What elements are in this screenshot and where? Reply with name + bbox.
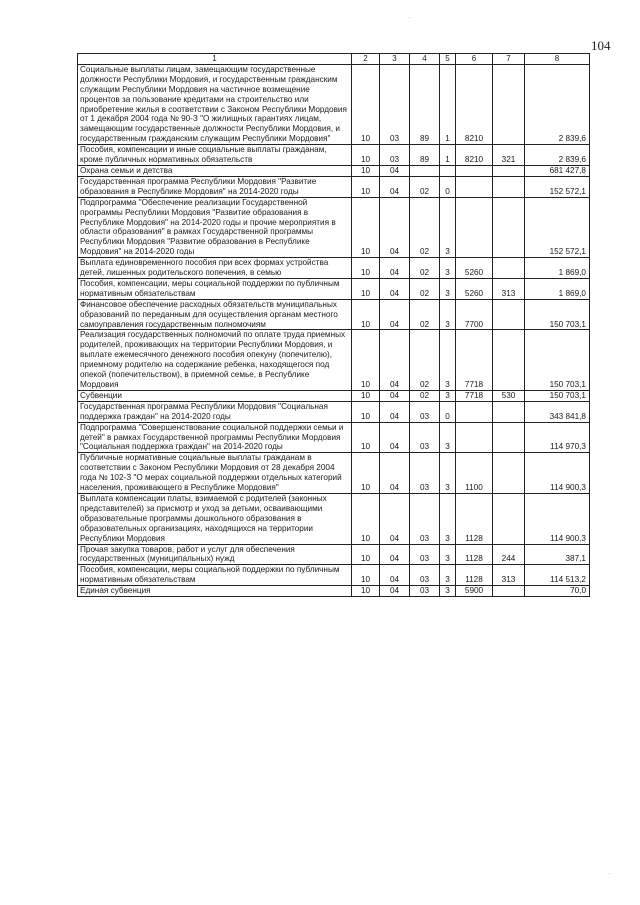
amount-cell: 114 970,3: [525, 422, 590, 453]
column-header: 1: [78, 54, 352, 65]
subsection-code: 03: [380, 145, 410, 166]
section-code: 10: [352, 493, 380, 544]
row-description: Пособия, компенсации, меры социальной поддержки по публичным нормативным обязательствам: [78, 565, 352, 586]
subsection-code: 04: [380, 197, 410, 257]
amount-cell: 70,0: [525, 586, 590, 597]
row-description: Реализация государственных полномочий по оплате труда приемных родителей, проживающих на территории Республики Мордовия, и выплате ежемесячного денежного пособия опекуну (попечителю), приемному родителю на содержание ребенка, находящегося под опекой (попечительством), в приемной семье, в Республике Мордовия: [78, 330, 352, 390]
program-code: 02: [410, 330, 440, 390]
column-header: 4: [410, 54, 440, 65]
section-code: 10: [352, 390, 380, 401]
expense-type-code: 321: [493, 145, 525, 166]
amount-cell: 343 841,8: [525, 401, 590, 422]
amount-cell: 681 427,8: [525, 165, 590, 176]
expense-type-code: [493, 493, 525, 544]
table-header-row: [78, 54, 590, 65]
item-code: 7700: [456, 299, 493, 330]
program-code: 89: [410, 145, 440, 166]
subprogram-code: [440, 165, 456, 176]
expense-type-code: [493, 299, 525, 330]
subprogram-code: 3: [440, 422, 456, 453]
subsection-code: 04: [380, 453, 410, 494]
column-header: 2: [352, 54, 380, 65]
subprogram-code: 1: [440, 64, 456, 144]
expense-type-code: 313: [493, 565, 525, 586]
section-code: 10: [352, 278, 380, 299]
subprogram-code: 1: [440, 145, 456, 166]
section-code: 10: [352, 422, 380, 453]
subsection-code: 04: [380, 565, 410, 586]
subprogram-code: 0: [440, 401, 456, 422]
program-code: 03: [410, 544, 440, 565]
program-code: 02: [410, 390, 440, 401]
subsection-code: 04: [380, 493, 410, 544]
item-code: 8210: [456, 145, 493, 166]
column-header: 6: [456, 54, 493, 65]
budget-table: [77, 53, 590, 597]
table-row: [78, 278, 590, 299]
subprogram-code: 3: [440, 493, 456, 544]
expense-type-code: [493, 197, 525, 257]
table-row: [78, 401, 590, 422]
table-row: [78, 453, 590, 494]
amount-cell: 114 900,3: [525, 453, 590, 494]
table-row: [78, 390, 590, 401]
program-code: 02: [410, 299, 440, 330]
table-row: [78, 299, 590, 330]
subprogram-code: 0: [440, 176, 456, 197]
expense-type-code: [493, 64, 525, 144]
subsection-code: 04: [380, 165, 410, 176]
expense-type-code: [493, 330, 525, 390]
program-code: 03: [410, 453, 440, 494]
subsection-code: 04: [380, 586, 410, 597]
row-description: Пособия, компенсации и иные социальные выплаты гражданам, кроме публичных нормативных обязательств: [78, 145, 352, 166]
subprogram-code: 3: [440, 390, 456, 401]
row-description: Пособия, компенсации, меры социальной поддержки по публичным нормативным обязательствам: [78, 278, 352, 299]
subprogram-code: 3: [440, 330, 456, 390]
amount-cell: 152 572,1: [525, 197, 590, 257]
section-code: 10: [352, 197, 380, 257]
row-description: Подпрограмма "Обеспечение реализации Государственной программы Республики Мордовия "Развитие образования в Республике Мордовия" на 2014-2020 годы и прочие мероприятия в области образования" в рамках Государственной программы Республики Мордовия "Развитие образования в Республике Мордовия" на 2014-2020 годы: [78, 197, 352, 257]
section-code: 10: [352, 544, 380, 565]
item-code: [456, 401, 493, 422]
table-row: [78, 258, 590, 279]
column-header: 7: [493, 54, 525, 65]
table-row: [78, 197, 590, 257]
section-code: 10: [352, 64, 380, 144]
expense-type-code: [493, 258, 525, 279]
section-code: 10: [352, 145, 380, 166]
item-code: 1100: [456, 453, 493, 494]
item-code: 7718: [456, 390, 493, 401]
expense-type-code: [493, 401, 525, 422]
table-row: [78, 145, 590, 166]
table-row: [78, 165, 590, 176]
section-code: 10: [352, 453, 380, 494]
column-header: 5: [440, 54, 456, 65]
section-code: 10: [352, 565, 380, 586]
row-description: Выплата компенсации платы, взимаемой с родителей (законных представителей) за присмотр и уход за детьми, осваивающими образовательные программы дошкольного образования в образовательных организациях, находящихся на территории Республики Мордовия: [78, 493, 352, 544]
amount-cell: 1 869,0: [525, 258, 590, 279]
row-description: Охрана семьи и детства: [78, 165, 352, 176]
subsection-code: 04: [380, 422, 410, 453]
item-code: 1128: [456, 565, 493, 586]
row-description: Публичные нормативные социальные выплаты гражданам в соответствии с Законом Республики Мордовия от 28 декабря 2004 года № 102-З "О мерах социальной поддержки отдельных категорий населения, проживающего в Республике Мордовия": [78, 453, 352, 494]
amount-cell: 2 839,6: [525, 64, 590, 144]
subprogram-code: 3: [440, 544, 456, 565]
subprogram-code: 3: [440, 453, 456, 494]
subsection-code: 04: [380, 330, 410, 390]
subsection-code: 04: [380, 544, 410, 565]
program-code: 03: [410, 493, 440, 544]
amount-cell: 2 839,6: [525, 145, 590, 166]
table-row: [78, 544, 590, 565]
expense-type-code: 530: [493, 390, 525, 401]
subsection-code: 04: [380, 401, 410, 422]
item-code: 8210: [456, 64, 493, 144]
subprogram-code: 3: [440, 586, 456, 597]
amount-cell: 114 900,3: [525, 493, 590, 544]
amount-cell: 152 572,1: [525, 176, 590, 197]
item-code: 5260: [456, 258, 493, 279]
item-code: [456, 197, 493, 257]
table-row: [78, 330, 590, 390]
table-row: [78, 176, 590, 197]
row-description: Единая субвенция: [78, 586, 352, 597]
row-description: Государственная программа Республики Мордовия "Развитие образования в Республике Мордовия" на 2014-2020 годы: [78, 176, 352, 197]
program-code: 02: [410, 176, 440, 197]
subprogram-code: 3: [440, 565, 456, 586]
item-code: 7718: [456, 330, 493, 390]
item-code: [456, 422, 493, 453]
section-code: 10: [352, 401, 380, 422]
table-row: [78, 422, 590, 453]
row-description: Государственная программа Республики Мордовия "Социальная поддержка граждан" на 2014-2020 годы: [78, 401, 352, 422]
expense-type-code: [493, 176, 525, 197]
subprogram-code: 3: [440, 258, 456, 279]
item-code: 5900: [456, 586, 493, 597]
row-description: Субвенции: [78, 390, 352, 401]
scan-speck: ·: [408, 12, 411, 22]
column-header: 3: [380, 54, 410, 65]
subprogram-code: 3: [440, 299, 456, 330]
scan-speck: ·: [608, 868, 611, 878]
program-code: 02: [410, 197, 440, 257]
table-row: [78, 565, 590, 586]
expense-type-code: [493, 165, 525, 176]
amount-cell: 150 703,1: [525, 299, 590, 330]
section-code: 10: [352, 258, 380, 279]
expense-type-code: [493, 586, 525, 597]
expense-type-code: 313: [493, 278, 525, 299]
subprogram-code: 3: [440, 197, 456, 257]
item-code: [456, 176, 493, 197]
program-code: 03: [410, 565, 440, 586]
subsection-code: 04: [380, 176, 410, 197]
row-description: Финансовое обеспечение расходных обязательств муниципальных образований по переданным для осуществления органам местного самоуправления государственным полномочиям: [78, 299, 352, 330]
section-code: 10: [352, 330, 380, 390]
table-row: [78, 586, 590, 597]
item-code: 1128: [456, 544, 493, 565]
row-description: Выплата единовременного пособия при всех формах устройства детей, лишенных родительского попечения, в семью: [78, 258, 352, 279]
subsection-code: 04: [380, 278, 410, 299]
table-row: [78, 493, 590, 544]
subsection-code: 04: [380, 258, 410, 279]
amount-cell: 150 703,1: [525, 330, 590, 390]
expense-type-code: 244: [493, 544, 525, 565]
subsection-code: 04: [380, 299, 410, 330]
subprogram-code: 3: [440, 278, 456, 299]
row-description: Социальные выплаты лицам, замещающим государственные должности Республики Мордовия, и государственным гражданским служащим Республики Мордовия на частичное возмещение процентов за пользование кредитами на строительство или приобретение жилья в соответствии с Законом Республики Мордовия от 1 декабря 2004 года № 90-З "О жилищных гарантиях лицам, замещающим государственные должности Республики Мордовия, и государственным гражданским служащим Республики Мордовия": [78, 64, 352, 144]
row-description: Подпрограмма "Совершенствование социальной поддержки семьи и детей" в рамках Государственной программы Республики Мордовия "Социальная поддержка граждан" на 2014-2020 годы: [78, 422, 352, 453]
row-description: Прочая закупка товаров, работ и услуг для обеспечения государственных (муниципальных) нужд: [78, 544, 352, 565]
program-code: 89: [410, 64, 440, 144]
program-code: 03: [410, 401, 440, 422]
program-code: 03: [410, 422, 440, 453]
section-code: 10: [352, 165, 380, 176]
section-code: 10: [352, 586, 380, 597]
section-code: 10: [352, 299, 380, 330]
program-code: [410, 165, 440, 176]
amount-cell: 1 869,0: [525, 278, 590, 299]
amount-cell: 150 703,1: [525, 390, 590, 401]
subsection-code: 03: [380, 64, 410, 144]
page-number: 104: [591, 38, 611, 53]
expense-type-code: [493, 422, 525, 453]
table-row: [78, 64, 590, 144]
item-code: 1128: [456, 493, 493, 544]
subsection-code: 04: [380, 390, 410, 401]
item-code: [456, 165, 493, 176]
program-code: 02: [410, 258, 440, 279]
program-code: 02: [410, 278, 440, 299]
program-code: 03: [410, 586, 440, 597]
amount-cell: 387,1: [525, 544, 590, 565]
column-header: 8: [525, 54, 590, 65]
item-code: 5260: [456, 278, 493, 299]
expense-type-code: [493, 453, 525, 494]
amount-cell: 114 513,2: [525, 565, 590, 586]
section-code: 10: [352, 176, 380, 197]
